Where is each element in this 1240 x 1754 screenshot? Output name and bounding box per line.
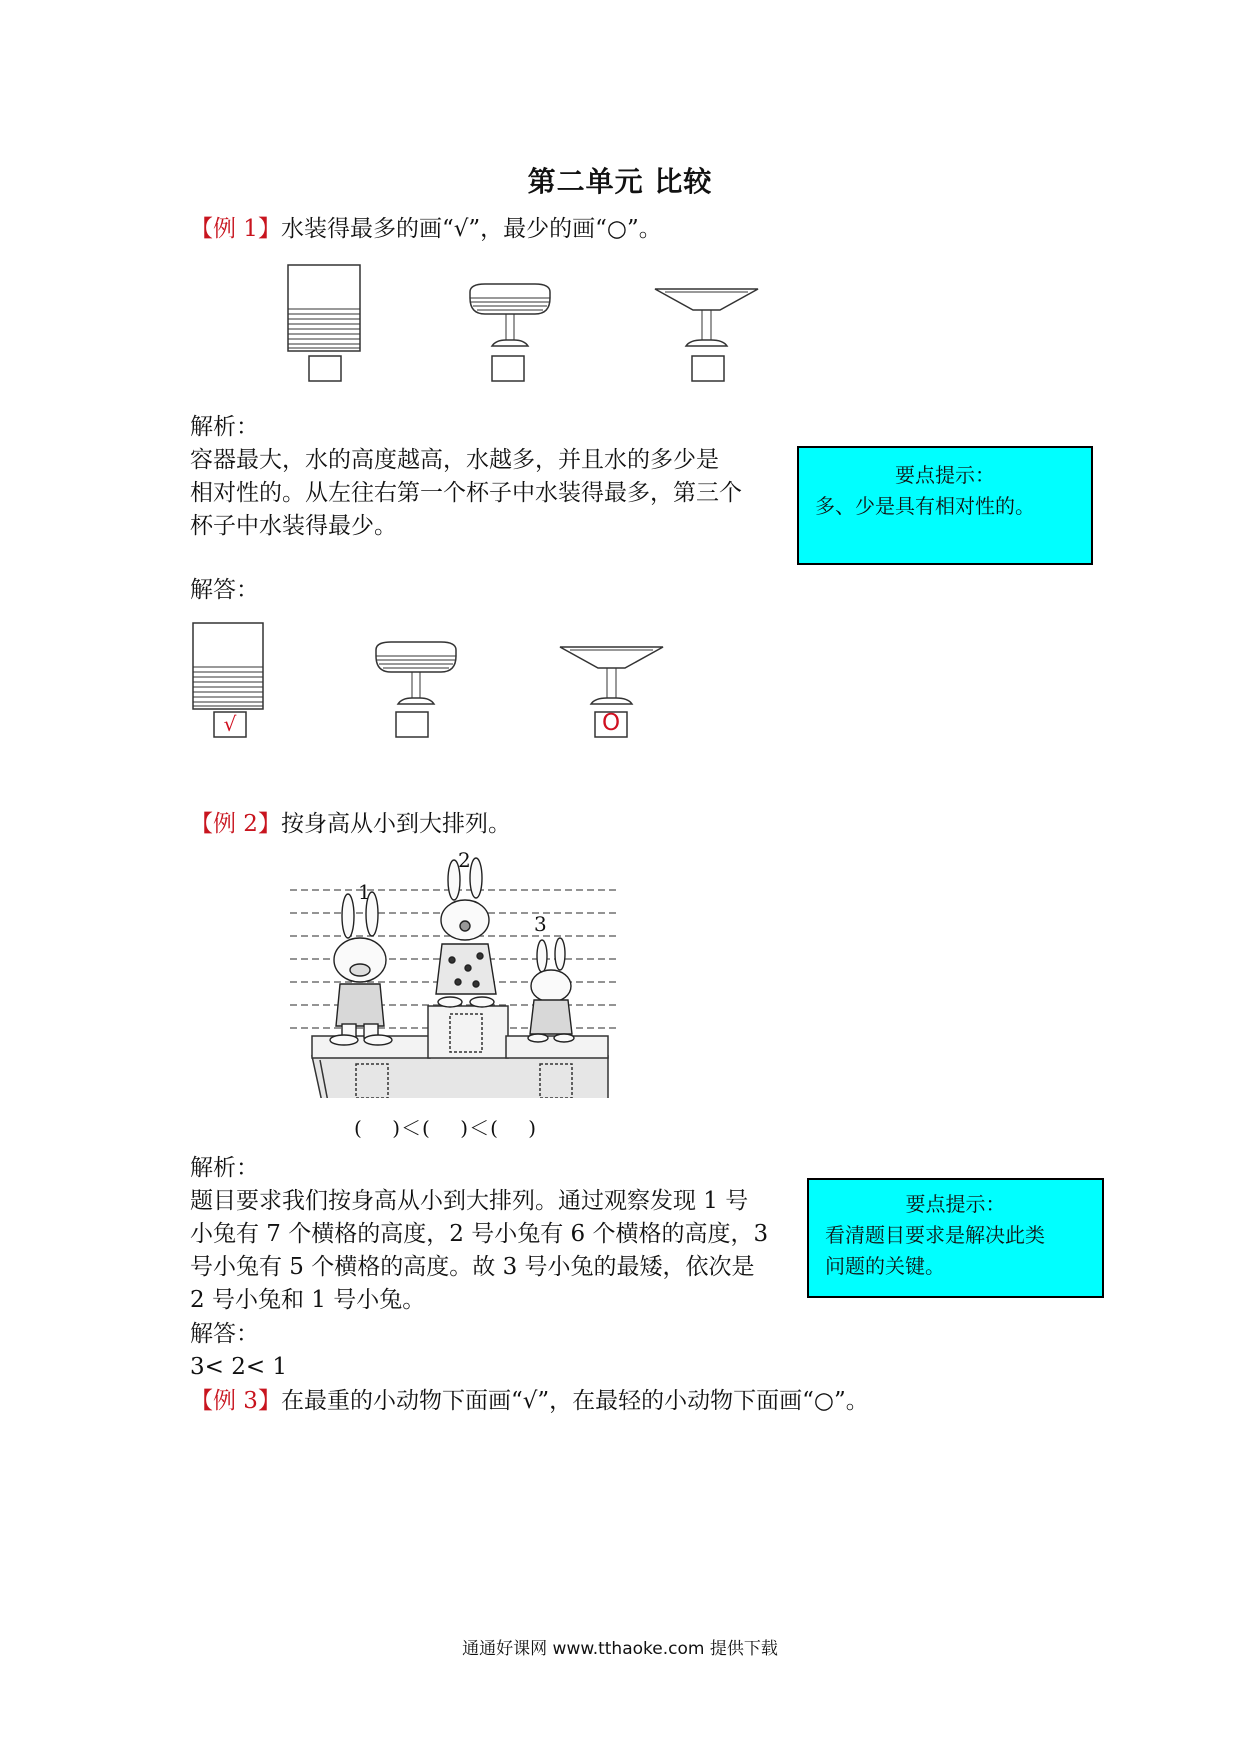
example2-analysis-line: 号小兔有 5 个横格的高度。故 3 号小兔的最矮，依次是: [190, 1254, 755, 1280]
rabbit-number-3: 3: [534, 912, 547, 936]
example2-question: 按身高从小到大排列。: [280, 811, 511, 837]
rabbit-number-1: 1: [358, 880, 371, 904]
bowl-cup-icon: [376, 642, 456, 704]
example2-question-line: [190, 808, 511, 841]
example2-analysis-line: 小兔有 7 个横格的高度，2 号小兔有 6 个横格的高度，3: [190, 1221, 769, 1247]
example1-analysis-line: 杯子中水装得最少。: [190, 513, 397, 539]
example2-analysis: [190, 1185, 810, 1317]
example2-analysis-line: 2 号小兔和 1 号小兔。: [190, 1287, 426, 1313]
example2-answer: 3< 2< 1: [190, 1354, 288, 1380]
example1-containers-figure: [280, 262, 780, 382]
tip-line: 看清题目要求是解决此类: [825, 1223, 1045, 1247]
tip-line: 问题的关键。: [825, 1254, 945, 1278]
order-blanks: ( )＜( )＜( ): [354, 1116, 538, 1140]
circle-mark: O: [601, 710, 621, 736]
page-title: 第二单元 比较: [527, 165, 713, 198]
tip-title: 要点提示：: [905, 1192, 1006, 1216]
rabbit-number-2: 2: [458, 848, 471, 872]
example1-question: 水装得最多的画“√”，最少的画“○”。: [280, 216, 662, 242]
example1-analysis-line: 容器最大，水的高度越高，水越多，并且水的多少是: [190, 447, 719, 473]
page-footer: 通通好课网 www.tthaoke.com 提供下载: [462, 1639, 778, 1659]
example2-answer-label: 解答：: [190, 1321, 259, 1347]
example2-tip-box: [807, 1178, 1104, 1298]
example1-tag: 【例 1】: [190, 216, 281, 242]
example1-answer-label: 解答：: [190, 577, 259, 603]
example2-analysis-label: 解析：: [190, 1155, 259, 1181]
tip-title: 要点提示：: [895, 463, 995, 487]
example3-question-line: [190, 1385, 869, 1418]
example1-analysis-line: 相对性的。从左往右第一个杯子中水装得最多，第三个: [190, 480, 742, 506]
goblet-cup-icon: [655, 289, 758, 346]
rabbit-2-icon: [436, 858, 496, 1007]
rabbit-3-icon: [528, 938, 574, 1042]
tall-cup-icon: [288, 265, 360, 351]
example3-tag: 【例 3】: [190, 1388, 281, 1414]
answer-box-1[interactable]: [309, 356, 341, 381]
tip-text: 多、少是具有相对性的。: [815, 494, 1035, 518]
example2-tag: 【例 2】: [190, 811, 281, 837]
rabbit-1-icon: [330, 892, 392, 1045]
example1-question-line: [190, 213, 662, 246]
example2-analysis-line: 题目要求我们按身高从小到大排列。通过观察发现 1 号: [190, 1188, 749, 1214]
rabbits-figure: [290, 848, 635, 1138]
example1-analysis: [190, 444, 800, 543]
example1-analysis-label: 解析：: [190, 414, 259, 440]
answer-box-3[interactable]: [692, 356, 724, 381]
tall-cup-icon: [193, 623, 263, 709]
rabbits-illustration: [290, 848, 635, 1098]
bowl-cup-icon: [470, 284, 550, 346]
answer-box-2: [396, 712, 428, 737]
goblet-cup-icon: [560, 647, 663, 704]
answer-box-2[interactable]: [492, 356, 524, 381]
example3-question: 在最重的小动物下面画“√”，在最轻的小动物下面画“○”。: [280, 1388, 869, 1414]
example1-tip-box: [797, 446, 1093, 565]
check-mark: √: [223, 712, 237, 736]
